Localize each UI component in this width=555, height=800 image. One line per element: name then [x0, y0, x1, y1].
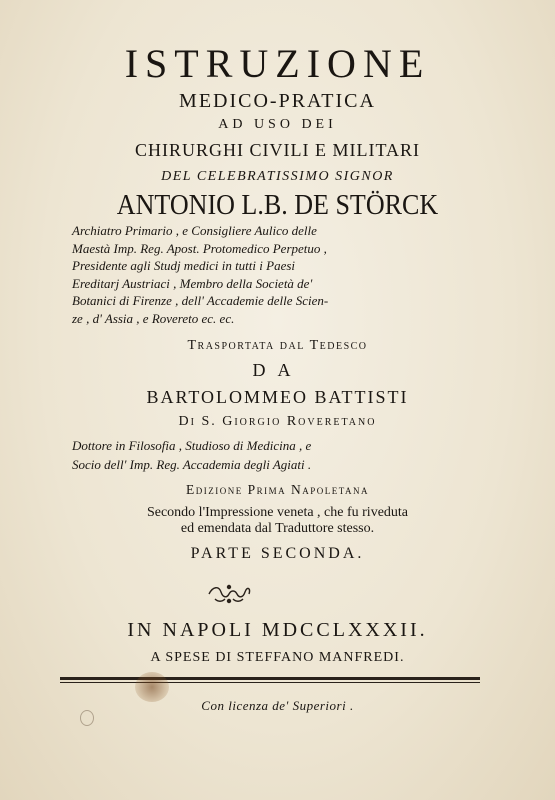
translator-origin: Di S. Giorgio Roveretano [178, 414, 377, 429]
author-desc-line: Presidente agli Studj medici in tutti i Paesi [72, 258, 296, 273]
author-desc-line: Archiatro Primario , e Consigliere Aulico delle [72, 223, 317, 238]
author-name: ANTONIO L.B. DE STÖRCK [116, 190, 439, 221]
author-desc-line: Ereditarj Austriaci , Membro della Società de' [72, 275, 313, 291]
da-line: DA [252, 360, 303, 380]
edition-note-line: Secondo l'Impressione veneta , che fu riveduta [146, 505, 409, 520]
translator-name: BARTOLOMMEO BATTISTI [146, 387, 409, 407]
imprint-rule-thick [60, 677, 480, 680]
edition-note-line: ed emendata dal Traduttore stesso. [180, 521, 375, 536]
paper-mark [80, 710, 94, 726]
translator-description [72, 436, 492, 474]
imprint-place: IN NAPOLI MDCCLXXXII. [127, 619, 428, 641]
translator-desc-line: Socio dell' Imp. Reg. Accademia degli Agiati . [72, 457, 312, 472]
edition-line: Edizione Prima Napoletana [185, 482, 370, 497]
translator-desc-line: Dottore in Filosofia , Studioso di Medicina , e [72, 438, 312, 453]
book-subtitle: MEDICO-PRATICA [179, 90, 376, 112]
publisher-line: A SPESE DI STEFFANO MANFREDI. [150, 650, 405, 665]
author-desc-line: Maestà Imp. Reg. Apost. Protomedico Perpetuo , [72, 240, 327, 256]
translated-line: Trasportata dal Tedesco [187, 338, 368, 353]
printers-ornament-icon [205, 583, 253, 605]
part-line: PARTE SECONDA. [190, 545, 365, 562]
author-description [72, 222, 487, 327]
audience-line: CHIRURGHI CIVILI E MILITARI [134, 140, 421, 160]
del-line: DEL CELEBRATISSIMO SIGNOR [161, 169, 394, 184]
book-title: ISTRUZIONE [124, 41, 431, 86]
author-desc-line: Botanici di Firenze , dell' Accademie delle Scien- [72, 293, 329, 308]
ad-uso-line: AD USO DEI [218, 117, 337, 132]
license-line: Con licenza de' Superiori . [201, 698, 354, 713]
ink-stain [135, 672, 169, 702]
imprint-rule-thin [60, 682, 480, 683]
author-desc-line: ze , d' Assia , e Rovereto ec. ec. [72, 310, 235, 326]
